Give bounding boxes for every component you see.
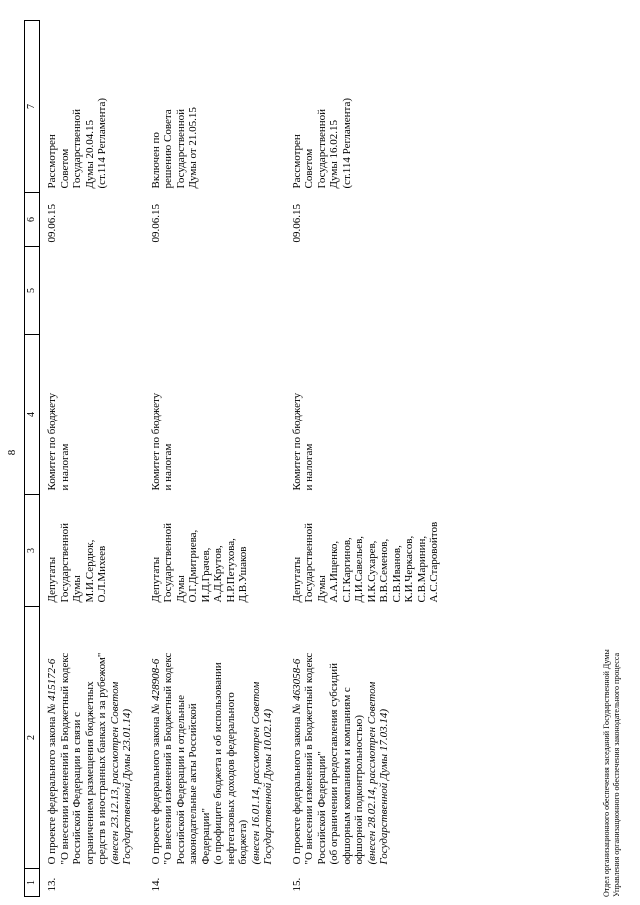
status-line: Думы от 21.05.15 [187,107,199,189]
bill-authors [144,495,285,607]
committee-line: Комитет по бюджету [149,392,162,491]
bills-table [24,20,451,897]
committee-line: и налогам [162,443,174,491]
row-number [285,869,451,897]
author-line: А.С.Старовойтов [428,521,440,603]
bill-number: № 415172-6 [46,658,58,715]
row-number-text: 14. [149,877,162,892]
status-line: Рассмотрен [46,134,58,189]
author-line: О.Г.Дмитриева, [187,529,199,603]
bill-name-line: Федерации" [199,808,212,865]
author-line: Депутаты [46,556,58,603]
status-line: Включен по [149,132,162,189]
status-line: Советом [303,148,315,189]
bill-name-line: законодательные акты Российской [187,703,199,865]
bill-name-line: офшорной подконтрольностью) [353,714,365,865]
author-line: А.А.Ищенко, [328,540,340,603]
bill-title [150,611,163,865]
bill-title-prefix: О проекте федерального закона [290,714,303,865]
bill-authors [285,495,451,607]
author-line: Государственной [58,522,71,603]
author-line: Д.И.Савельев, [353,535,365,603]
bill-name-line: Российской Федерации и отдельные [174,695,187,865]
page-number: 8 [6,449,18,456]
status-line: Государственной [174,108,187,189]
author-line: И.К.Сухарев, [365,540,378,603]
status-line: Советом [58,148,71,189]
author-line: М.И.Сердюк, [83,539,96,603]
bill-description [285,607,451,869]
bill-name-line: ограничением размещения бюджетных [83,681,96,865]
bill-title-prefix: О проекте федерального закона [46,714,58,865]
status-line: Рассмотрен [290,134,303,189]
author-line: Н.Р.Петухова, [224,538,237,603]
bill-description [40,607,144,869]
status-line: Думы 20.04.15 [83,120,96,189]
column-5-cell [144,247,285,335]
author-line: Д.В.Ушаков [237,546,249,603]
status-line: Государственной [315,108,328,189]
author-line: Думы [71,575,83,603]
author-line: С.Г.Каргинов, [340,537,353,603]
column-numbers-row [25,21,40,897]
bill-authors [40,495,144,607]
author-line: С.В.Иванов, [390,545,403,603]
bill-number: № 463058-6 [290,658,303,715]
bill-note-line: Государственной Думы 17.03.14) [378,708,390,865]
author-line: Думы [315,575,328,603]
bill-description [144,607,285,869]
column-number: 6 [25,193,40,247]
footer-line: Отдел организационного обеспечения заседаний Государственной Думы [602,649,611,897]
author-line: В.В.Семенов, [378,538,390,603]
session-date-value: 09.06.15 [290,204,303,243]
column-5-cell [285,247,451,335]
bill-note-line: (внесен 16.01.14, рассмотрен Советом [249,681,262,865]
column-number: 7 [25,21,40,193]
column-5-cell [40,247,144,335]
session-date-value: 09.06.15 [149,204,162,243]
author-line: О.Л.Михеев [96,545,108,603]
responsible-committee [40,335,144,495]
session-date-value: 09.06.15 [46,204,58,243]
table-row [144,21,285,897]
bill-note-line: (внесен 23.12.13, рассмотрен Советом [108,681,121,865]
committee-line: и налогам [58,443,71,491]
column-number: 4 [25,335,40,495]
bill-name-line: офшорным компаниям и компаниям с [340,687,353,865]
row-number-text: 13. [46,877,58,892]
committee-line: Комитет по бюджету [290,392,303,491]
bill-name-line: "О внесении изменений в Бюджетный кодекс [303,652,315,865]
bill-status [144,21,285,193]
session-date [40,193,144,247]
author-line: Государственной [162,522,174,603]
column-number: 3 [25,495,40,607]
bill-title [46,611,59,865]
footer [602,649,621,897]
author-line: А.Д.Крутов, [212,545,224,603]
author-line: Депутаты [290,556,303,603]
bill-title-prefix: О проекте федерального закона [149,714,162,865]
bill-title [291,611,304,865]
bill-name-line: Российской Федерации" [315,751,328,865]
bill-name-line: "О внесении изменений в Бюджетный кодекс [162,652,174,865]
author-line: К.И.Черкасов, [403,535,415,603]
session-date [285,193,451,247]
row-number-text: 15. [290,877,303,892]
bill-name-line: Российской Федерации в связи с [71,712,83,865]
table-row [285,21,451,897]
row-number [144,869,285,897]
bill-status [285,21,451,193]
responsible-committee [144,335,285,495]
committee-line: и налогам [303,443,315,491]
bill-status [40,21,144,193]
bill-name-line: бюджета) [237,819,249,865]
table-row [40,21,144,897]
bill-name-line: нефтегазовых доходов федерального [224,692,237,865]
column-number: 5 [25,247,40,335]
status-line: Государственной [71,108,83,189]
table-body [40,21,451,897]
responsible-committee [285,335,451,495]
row-number [40,869,144,897]
bill-note-line: Государственной Думы 10.02.14) [262,708,274,865]
bill-name-line: "О внесении изменений в Бюджетный кодекс [58,652,71,865]
status-line: (ст.114 Регламента) [340,97,353,189]
column-number: 2 [25,607,40,869]
status-line: решению Совета [162,109,174,189]
status-line: (ст.114 Регламента) [96,97,108,189]
bill-note-line: (внесен 28.02.14, рассмотрен Советом [365,681,378,865]
column-number: 1 [25,869,40,897]
status-line: Думы 16.02.15 [328,120,340,189]
author-line: С.В.Маринин, [415,535,428,603]
bill-note-line: Государственной Думы 23.01.14) [121,708,133,865]
session-date [144,193,285,247]
footer-line: Управления организационного обеспечения законодательного процесса [611,652,621,897]
bill-name-line: (о профиците бюджета и об использовании [212,662,224,865]
committee-line: Комитет по бюджету [46,392,58,491]
bill-name-line: средств в иностранных банках и за рубежом" [96,652,108,865]
author-line: И.Д.Грачев, [199,547,212,603]
bill-name-line: (об ограничении предоставления субсидий [328,662,340,865]
author-line: Депутаты [149,556,162,603]
author-line: Государственной [303,522,315,603]
bill-number: № 428908-6 [149,658,162,715]
author-line: Думы [174,575,187,603]
